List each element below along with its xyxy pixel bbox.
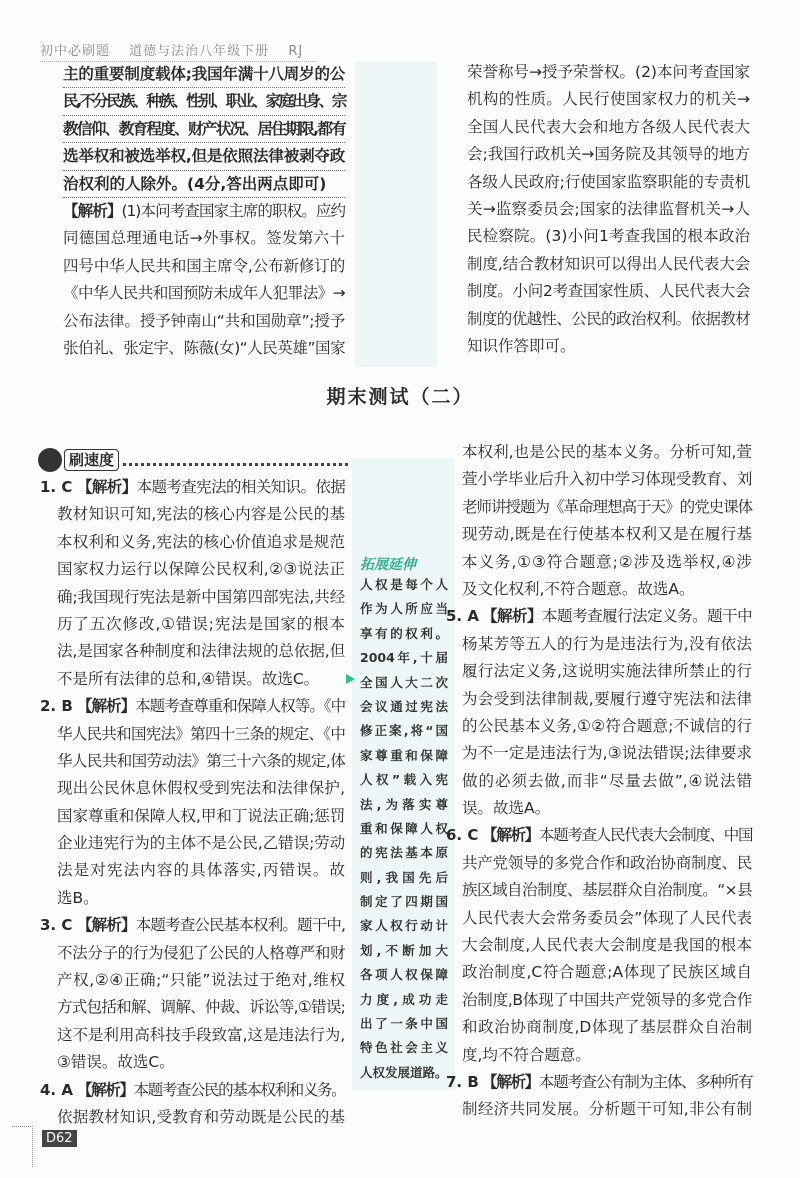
text-line: 不法分子的行为侵犯了公民的人格尊严和财: [57, 943, 345, 962]
text-line: 人权”载入宪: [360, 772, 448, 788]
text-line: 产权,②④正确;“只能”说法过于绝对,维权: [57, 971, 345, 990]
line-text: 本题考查公民基本权利。题干中,: [135, 916, 345, 935]
series-name: 初中必刷题: [40, 44, 111, 59]
bottom-left-column: [40, 474, 345, 1131]
text-line: [462, 603, 752, 630]
text-line: 制度,结合教材知识可以得出人民代表大会: [467, 254, 750, 273]
text-line: 误。故选A。: [462, 799, 551, 818]
text-line: 制度的优越性、公民的政治权利。依据教材: [467, 309, 750, 328]
text-line: 荣誉称号→授予荣誉权。(2)本问考查国家: [467, 63, 750, 81]
text-line: 家尊重和保障: [360, 747, 448, 763]
corner-dots: [12, 1126, 33, 1167]
analysis-tag: 【解析】: [77, 1080, 134, 1099]
text-line: 出了一条中国: [360, 1016, 448, 1032]
item-number: 5. A: [446, 607, 479, 626]
text-line: 主的重要制度载体;我国年满十八周岁的公: [63, 61, 345, 88]
text-line: 作为人所应当: [360, 601, 448, 617]
line-text: 本题考查尊重和保障人权等。《中: [135, 697, 345, 716]
brush-icon: [38, 448, 62, 472]
text-line: 治权利的人除外。(4分,答出两点即可): [63, 171, 345, 198]
dotted-divider: [123, 455, 348, 466]
text-line: 特色社会主义: [360, 1040, 448, 1056]
text-line: 萱小学毕业后升入初中学习体现受教育、刘: [462, 470, 752, 489]
text-line: 履行法定义务,这说明实施法律所禁止的行: [462, 662, 752, 681]
text-line: 为会受到法律制裁,要履行遵守宪法和法律: [462, 689, 752, 708]
text-line: 国家权力运行以保障公民权利,②③说法正: [57, 560, 345, 579]
text-line: 法,为落实尊: [360, 796, 448, 812]
line-text: 本题考查履行法定义务。题干中: [542, 607, 753, 626]
text-line: 制经济共同发展。分析题干可知,非公有制: [462, 1100, 752, 1119]
text-line: 知识作答即可。: [467, 336, 576, 355]
text-line: [462, 1069, 752, 1096]
text-line: 现出公民休息休假权受到宪法和法律保护,: [57, 779, 345, 798]
line-text: 本题考查宪法的相关知识。依据: [136, 478, 345, 496]
text-line: 制定了四期国: [360, 894, 448, 910]
text-line: 民检察院。(3)小问1考查我国的根本政治: [467, 227, 750, 246]
text-line: 法是对宪法内容的具体落实,丙错误。故: [57, 861, 345, 880]
text-line: 全国人民代表大会和地方各级人民代表大: [467, 117, 750, 136]
extension-sidebar: [352, 458, 455, 1090]
text-line: 同德国总理通电话→外事权。签发第六十: [63, 229, 345, 248]
analysis-tag: 【解析】: [482, 607, 543, 626]
text-line: 2004年,十届: [360, 650, 448, 666]
item-number: 2. B: [40, 697, 73, 716]
text-line: 治制度,B体现了中国共产党领导的多党合作: [462, 990, 752, 1009]
text-line: 人民代表大会常务委员会”体现了人民代表: [462, 908, 752, 927]
text-line: 享有的权利。: [360, 625, 448, 641]
text-line: 会;我国行政机关→国务院及其领导的地方: [467, 145, 750, 164]
text-line: 本权利和义务,宪法的核心价值追求是规范: [57, 532, 345, 551]
line-text: 本题考查公民的基本权利和义务。: [133, 1080, 345, 1099]
item-number: 6. C: [446, 826, 479, 845]
text-line: 则,我国先后: [360, 869, 448, 885]
text-line: 杨某芳等五人的行为是违法行为,没有依法: [462, 634, 752, 653]
pointer-arrow-icon: [346, 674, 355, 684]
top-left-column: [63, 61, 345, 362]
text-line: 全国人大二次: [360, 674, 448, 690]
text-line: 选B。: [57, 888, 99, 907]
answer-block: [63, 61, 345, 198]
text-line: 修正案,将“国: [360, 723, 448, 739]
analysis-block: [63, 198, 345, 362]
text-line: 和政治协商制度,D体现了基层群众自治制: [462, 1018, 752, 1037]
item-number: 3. C: [40, 916, 73, 935]
text-line: 共产党领导的多党合作和政治协商制度、民: [462, 853, 752, 872]
text-line: 做的必须去做,而非“尽量去做”,④说法错: [462, 771, 752, 790]
text-line: [57, 693, 345, 720]
text-line: 公布法律。授予钟南山“共和国勋章”;授予: [63, 311, 345, 330]
answer-item: [40, 912, 345, 1076]
text-line: 及文化权利,不符合题意。故选A。: [462, 579, 695, 598]
text-line: [57, 1077, 345, 1104]
text-line: 的公民基本义务,①②符合题意;不诚信的行: [462, 716, 752, 735]
analysis-tag: 【解析】: [482, 1072, 539, 1091]
text-line: 确;我国现行宪法是新中国第四部宪法,共经: [57, 587, 345, 606]
text-line: 历了五次修改,①错误;宪法是国家的根本: [57, 614, 345, 633]
line-text: (1)本问考查国家主席的职权。应约: [121, 201, 345, 220]
text-line: 本权利,也是公民的基本义务。分析可知,萱: [462, 443, 752, 461]
edition-label: RJ: [288, 44, 304, 59]
text-line: 张伯礼、张定宇、陈薇(女)“人民英雄”国家: [63, 338, 345, 357]
text-line: 各项人权保障: [360, 967, 448, 983]
text-line: 华人民共和国劳动法》第三十六条的规定,体: [57, 751, 345, 770]
badge-label: 刷速度: [64, 449, 119, 471]
analysis-tag: 【解析】: [77, 478, 137, 496]
answer-item: [446, 1069, 753, 1124]
text-line: 教材知识可知,宪法的核心内容是公民的基: [57, 505, 345, 524]
text-line: 国家尊重和保障人权,甲和丁说法正确;惩罚: [57, 806, 345, 825]
answer-item: [446, 603, 753, 822]
running-header: [40, 40, 317, 62]
text-line: [57, 474, 345, 501]
text-line: 的宪法基本原: [360, 845, 448, 861]
analysis-tag: 【解析】: [63, 201, 122, 220]
text-line: 法,是国家各种制度和法律法规的总依据,但: [57, 642, 345, 661]
item-number: 4. A: [40, 1080, 73, 1099]
text-line: 家人权行动计: [360, 918, 448, 934]
answer-item: [446, 822, 753, 1069]
item-number: 7. B: [446, 1072, 479, 1091]
section-title: 期末测试（二）: [326, 386, 474, 408]
text-line: 企业违宪行为的主体不是公民,乙错误;劳动: [57, 834, 345, 853]
margin-strip: [355, 62, 437, 367]
text-line: 会议通过宪法: [360, 698, 448, 714]
text-line: ③错误。故选C。: [57, 1053, 175, 1072]
text-line: 各级人民政府;行使国家监察职能的专责机: [467, 172, 750, 191]
answer-item: [40, 474, 345, 693]
book-title: 道德与法治八年级下册: [129, 44, 270, 59]
text-line: 依据教材知识,受教育和劳动既是公民的基: [57, 1107, 345, 1126]
text-line: 教信仰、教育程度、财产状况、居住期限,都有: [63, 116, 345, 143]
text-line: 度,均不符合题意。: [462, 1045, 591, 1064]
text-line: 力度,成功走: [360, 991, 448, 1007]
page-number: D62: [42, 1130, 77, 1147]
text-line: 华人民共和国宪法》第四十三条的规定、《中: [57, 724, 345, 743]
answer-item: [40, 1077, 345, 1132]
text-line: 政治制度,C符合题意;A体现了民族区域自: [462, 963, 752, 982]
bottom-right-column: [446, 439, 753, 1124]
text-line: 民,不分民族、种族、性别、职业、家庭出身、宗: [63, 88, 345, 115]
text-line: [57, 912, 345, 939]
answer-item: [462, 439, 752, 603]
text-line: 为不一定是违法行为,③说法错误;法律要求: [462, 744, 752, 763]
text-line: 机构的性质。人民行使国家权力的机关→: [467, 90, 750, 109]
line-text: 本题考查人民代表大会制度、中国: [538, 826, 753, 845]
line-text: 本题考查公有制为主体、多种所有: [538, 1072, 753, 1091]
text-line: 关→监察委员会;国家的法律监督机关→人: [467, 199, 750, 218]
analysis-tag: 【解析】: [482, 826, 539, 845]
text-line: 大会制度,人民代表大会制度是我国的根本: [462, 936, 752, 955]
text-line: [63, 198, 345, 225]
top-right-column: [467, 59, 750, 360]
text-line: 现劳动,既是在行使基本权利又是在履行基: [462, 525, 752, 544]
text-line: 划,不断加大: [360, 942, 448, 958]
sidebar-title: 拓展延伸: [360, 557, 416, 573]
text-line: 本义务,①③符合题意;②涉及选举权,④涉: [462, 552, 752, 571]
analysis-tag: 【解析】: [77, 697, 136, 716]
text-line: 方式包括和解、调解、仲裁、诉讼等,①错误;: [57, 998, 345, 1017]
text-line: 人权发展道路。: [360, 1064, 448, 1080]
text-line: [462, 822, 752, 849]
item-number: 1. C: [40, 478, 73, 496]
text-line: 老师讲授题为《革命理想高于天》的党史课体: [462, 497, 752, 516]
text-line: 《中华人民共和国预防未成年人犯罪法》→: [63, 284, 345, 303]
text-line: 选举权和被选举权,但是依照法律被剥夺政: [63, 143, 345, 170]
text-line: 这不是利用高科技手段致富,这是违法行为,: [57, 1025, 345, 1044]
speed-badge: [38, 448, 348, 472]
text-line: 不是所有法律的总和,④错误。故选C。: [57, 669, 320, 688]
text-line: 人权是每个人: [360, 577, 448, 592]
analysis-tag: 【解析】: [77, 916, 136, 935]
text-line: 四号中华人民共和国主席令,公布新修订的: [63, 256, 345, 275]
text-line: 重和保障人权: [360, 820, 448, 836]
answer-item: [40, 693, 345, 912]
text-line: 族区域自治制度、基层群众自治制度。“×县: [462, 881, 752, 900]
text-line: 制度。小问2考查国家性质、人民代表大会: [467, 282, 750, 301]
sidebar-text: [360, 573, 448, 1085]
